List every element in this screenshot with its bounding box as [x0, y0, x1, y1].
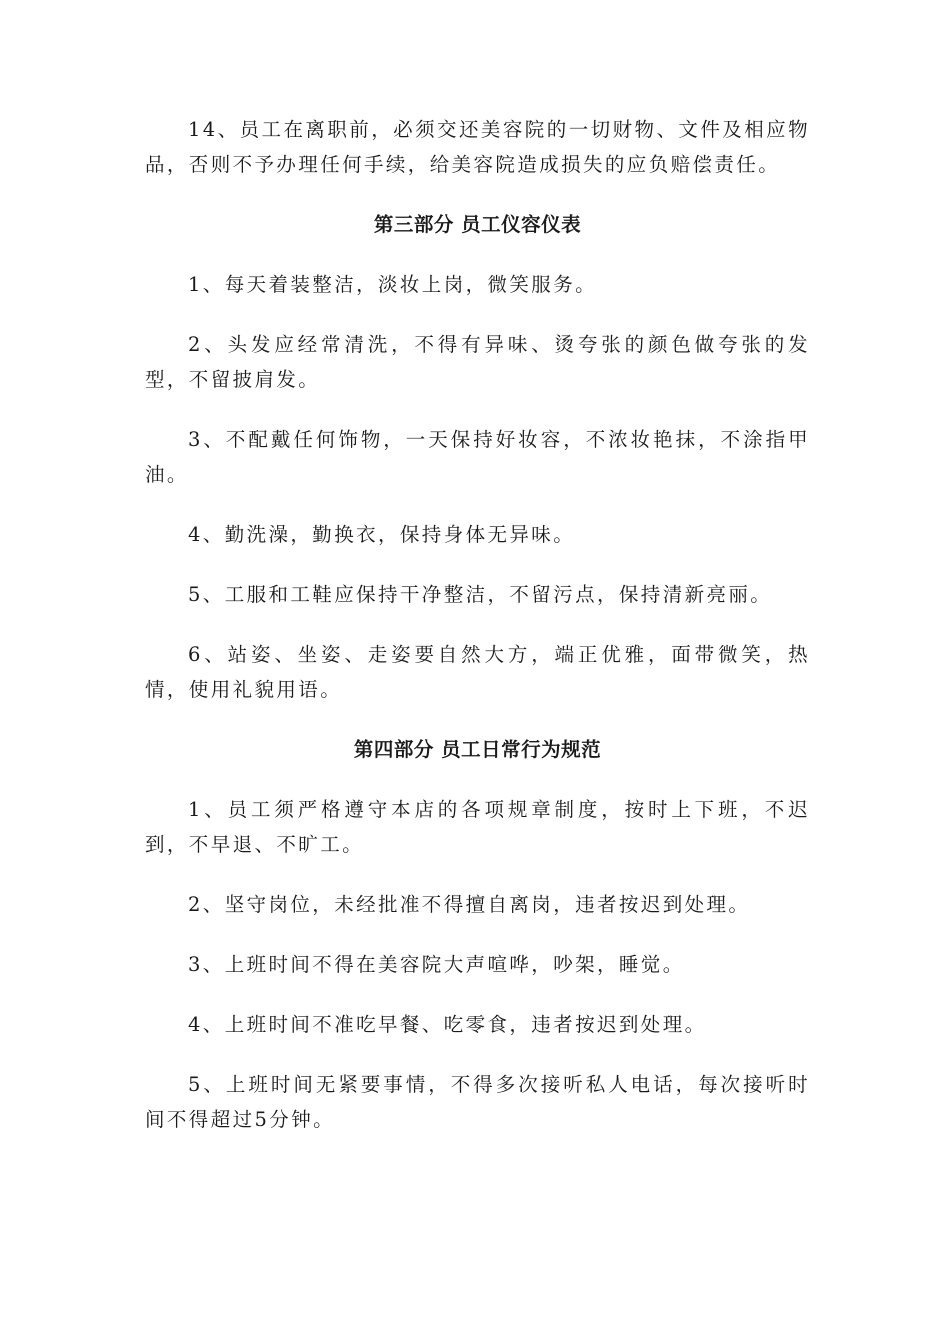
document-body: [145, 112, 810, 1162]
paragraph-item-14: 14、员工在离职前，必须交还美容院的一切财物、文件及相应物品，否则不予办理任何手续，给美容院造成损失的应负赔偿责任。: [145, 118, 810, 176]
section3-item-5: 5、工服和工鞋应保持干净整洁，不留污点，保持清新亮丽。: [188, 583, 773, 606]
section4-item-2: 2、坚守岗位，未经批准不得擅自离岗，违者按迟到处理。: [188, 893, 751, 916]
section4-item-3: 3、上班时间不得在美容院大声喧哗，吵架，睡觉。: [188, 953, 685, 976]
section4-item-4: 4、上班时间不准吃早餐、吃零食，违者按迟到处理。: [188, 1013, 707, 1036]
section4-item-5: 5、上班时间无紧要事情，不得多次接听私人电话，每次接听时间不得超过5分钟。: [145, 1073, 810, 1131]
section-heading-3: 第三部分 员工仪容仪表: [373, 213, 582, 236]
section3-item-3: 3、不配戴任何饰物，一天保持好妆容，不浓妆艳抹，不涂指甲油。: [145, 428, 810, 486]
section3-item-6: 6、站姿、坐姿、走姿要自然大方，端正优雅，面带微笑，热情，使用礼貌用语。: [145, 643, 810, 701]
section4-item-1: 1、员工须严格遵守本店的各项规章制度，按时上下班，不迟到，不早退、不旷工。: [145, 798, 810, 856]
section3-item-2: 2、头发应经常清洗，不得有异味、烫夸张的颜色做夸张的发型，不留披肩发。: [145, 333, 810, 391]
section-heading-4: 第四部分 员工日常行为规范: [353, 738, 602, 761]
section3-item-4: 4、勤洗澡，勤换衣，保持身体无异味。: [188, 523, 576, 546]
section3-item-1: 1、每天着装整洁，淡妆上岗，微笑服务。: [188, 273, 598, 296]
